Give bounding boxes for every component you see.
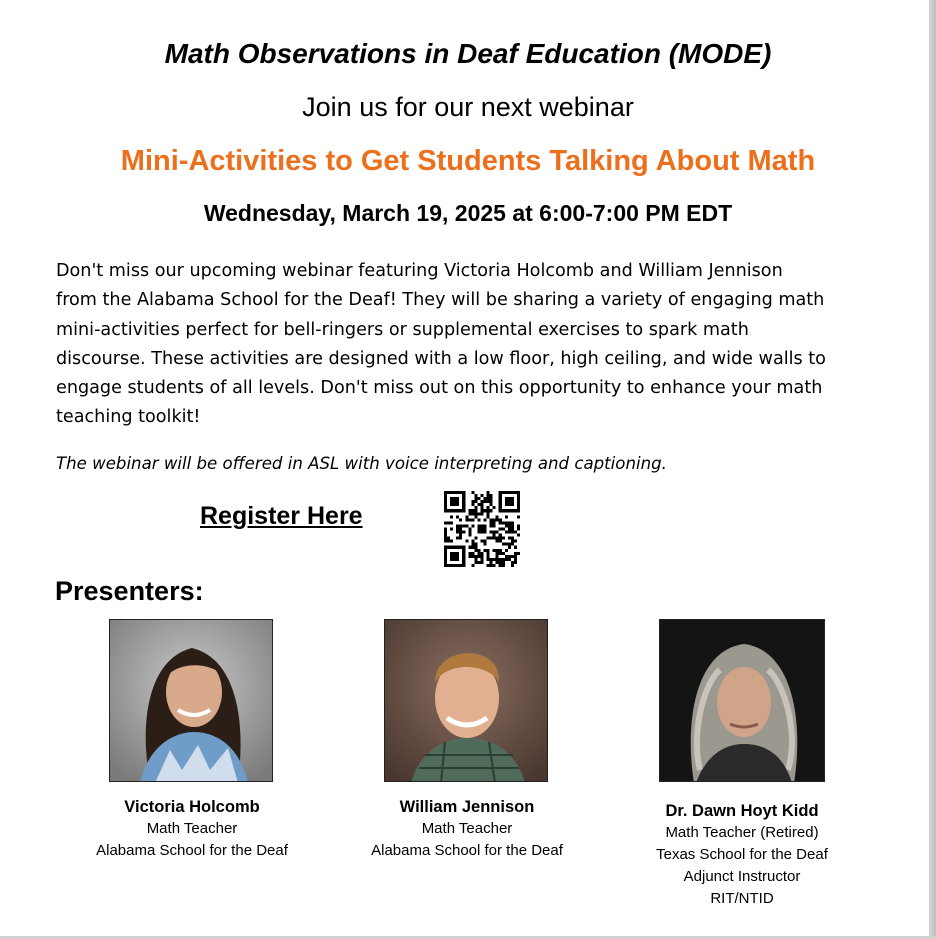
- page-edge: [929, 0, 936, 939]
- webinar-topic: Mini-Activities to Get Students Talking About Math: [120, 145, 816, 177]
- register-link[interactable]: Register Here: [200, 502, 363, 530]
- accessibility-note: The webinar will be offered in ASL with voice interpreting and captioning.: [56, 454, 667, 473]
- presenter-school: Alabama School for the Deaf: [371, 842, 563, 859]
- presenter-role: Math Teacher: [421, 820, 513, 837]
- presenter-photo-victoria: [109, 619, 273, 782]
- presenter-name: William Jennison: [399, 798, 535, 816]
- qr-code[interactable]: [444, 491, 520, 567]
- description-line: engage students of all levels. Don't miss out on this opportunity to enhance your math: [56, 378, 823, 399]
- flyer-title: Math Observations in Deaf Education (MODE): [164, 38, 772, 69]
- presenter-photo-william: [384, 619, 548, 782]
- description-line: Don't miss our upcoming webinar featuring Victoria Holcomb and William Jennison: [56, 261, 783, 281]
- presenter-school: Texas School for the Deaf: [656, 846, 828, 863]
- presenters-heading: Presenters:: [55, 576, 204, 606]
- presenter-role: Math Teacher: [146, 820, 238, 837]
- description-line: from the Alabama School for the Deaf! They will be sharing a variety of engaging math: [56, 290, 825, 311]
- presenter-name: Dr. Dawn Hoyt Kidd: [665, 802, 819, 820]
- presenter-institution: RIT/NTID: [710, 890, 774, 907]
- webinar-datetime: Wednesday, March 19, 2025 at 6:00-7:00 PM EDT: [203, 200, 733, 226]
- description: [56, 257, 890, 433]
- presenter-card-dawn: [602, 800, 882, 910]
- presenter-school: Alabama School for the Deaf: [96, 842, 288, 859]
- presenter-photo-dawn: [659, 619, 825, 782]
- presenter-role-2: Adjunct Instructor: [683, 868, 801, 885]
- flyer-subtitle: Join us for our next webinar: [302, 92, 634, 122]
- presenter-card-william: [327, 796, 607, 862]
- presenter-role: Math Teacher (Retired): [665, 824, 819, 841]
- description-line: mini-activities perfect for bell-ringers or supplemental exercises to spark math: [56, 319, 749, 340]
- presenter-name: Victoria Holcomb: [124, 798, 260, 816]
- description-line: discourse. These activities are designed with a low floor, high ceiling, and wide walls to: [56, 348, 826, 369]
- description-line: teaching toolkit!: [56, 407, 201, 428]
- presenter-card-victoria: [52, 796, 332, 862]
